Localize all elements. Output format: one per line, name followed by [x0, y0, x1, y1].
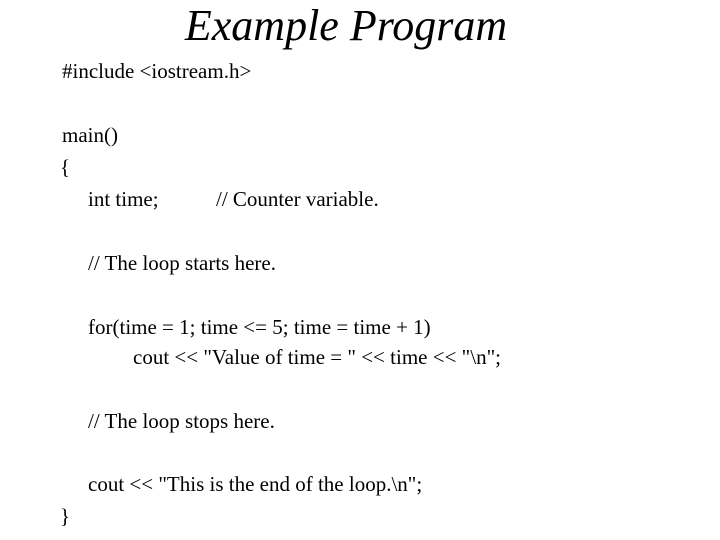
code-line-main-signature: main() [62, 123, 118, 147]
code-line-declaration: int time; [88, 187, 159, 211]
code-line-for-statement: for(time = 1; time <= 5; time = time + 1) [88, 315, 431, 339]
slide-title: Example Program [184, 1, 508, 50]
code-line-open-brace: { [60, 155, 71, 179]
code-line-cout-end: cout << "This is the end of the loop.\n"; [88, 472, 423, 496]
code-line-cout-value: cout << "Value of time = " << time << "\n"; [133, 345, 501, 369]
code-comment-loop-stop: // The loop stops here. [88, 409, 275, 433]
code-comment-counter: // Counter variable. [216, 187, 379, 211]
code-line-close-brace: } [60, 504, 71, 528]
code-comment-loop-start: // The loop starts here. [88, 251, 276, 275]
code-line-include: #include <iostream.h> [62, 59, 252, 83]
